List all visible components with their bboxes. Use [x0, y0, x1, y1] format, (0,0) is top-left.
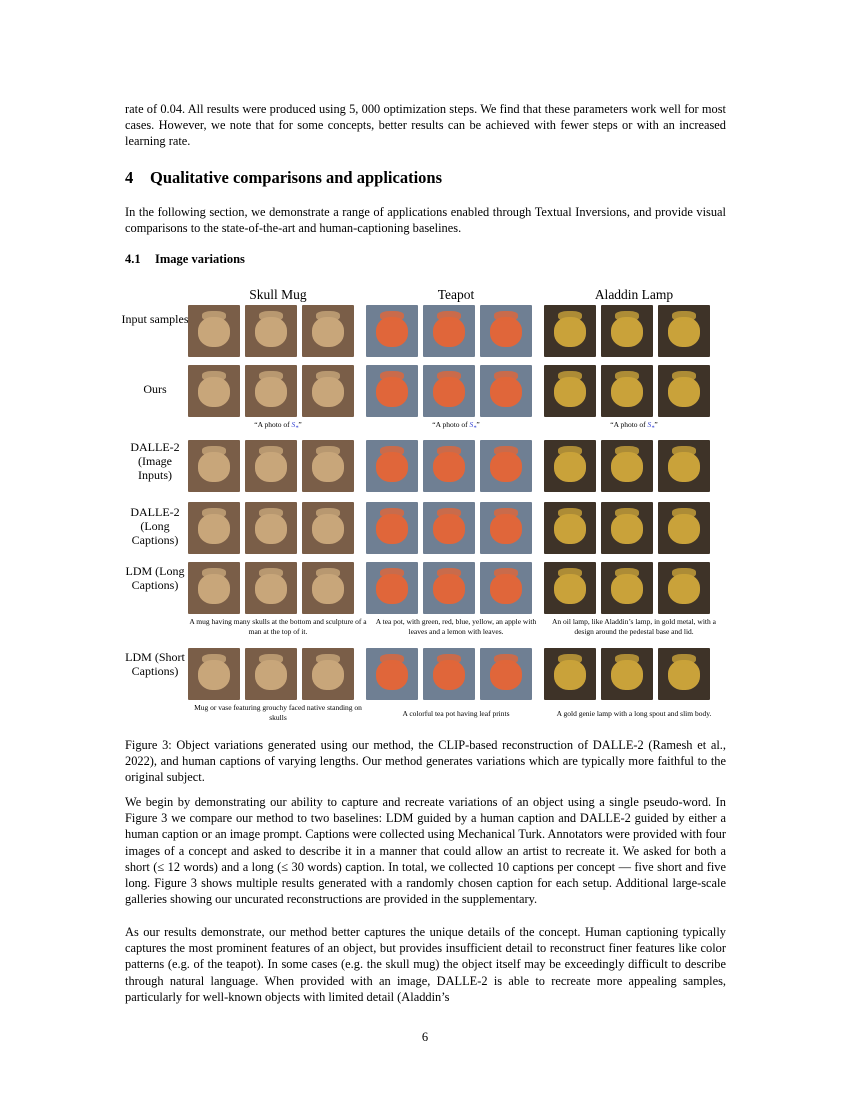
object-lid-shape	[259, 568, 283, 578]
object-shape	[198, 317, 230, 347]
column-title-teapot: Teapot	[437, 287, 475, 302]
object-shape	[611, 660, 643, 690]
object-shape	[668, 317, 700, 347]
object-lid-shape	[259, 311, 283, 321]
object-shape	[376, 574, 408, 604]
object-shape	[255, 452, 287, 482]
object-lid-shape	[259, 371, 283, 381]
thumbnail-teapot-input-2	[423, 305, 475, 357]
object-lid-shape	[316, 446, 340, 456]
object-shape	[554, 377, 586, 407]
object-shape	[312, 377, 344, 407]
object-lid-shape	[259, 508, 283, 518]
thumbnail-skull-mug-dalle2-long-3	[302, 502, 354, 554]
ours-caption-skull-mug: “A photo of $S_*$”	[254, 420, 302, 432]
thumbnail-teapot-dalle2-image-2	[423, 440, 475, 492]
object-shape	[198, 452, 230, 482]
long-caption-teapot: A tea pot, with green, red, blue, yellow, an apple with leaves and a lemon with leaves.	[375, 617, 537, 636]
object-shape	[490, 514, 522, 544]
object-shape	[490, 452, 522, 482]
thumbnail-aladdin-lamp-ldm-long-3	[658, 562, 710, 614]
object-shape	[376, 660, 408, 690]
object-lid-shape	[316, 568, 340, 578]
object-shape	[668, 574, 700, 604]
object-lid-shape	[380, 568, 404, 578]
object-lid-shape	[558, 446, 582, 456]
row-label-dalle2-image-inputs: DALLE-2 (Image Inputs)	[130, 440, 180, 482]
thumbnail-skull-mug-ldm-long-3	[302, 562, 354, 614]
subsection-title: Image variations	[155, 252, 245, 266]
object-lid-shape	[672, 446, 696, 456]
thumbnail-aladdin-lamp-dalle2-long-2	[601, 502, 653, 554]
object-lid-shape	[494, 446, 518, 456]
thumbnail-skull-mug-dalle2-image-1	[188, 440, 240, 492]
thumbnail-aladdin-lamp-input-3	[658, 305, 710, 357]
section-intro: In the following section, we demonstrate a range of applications enabled through Textual Inversions, and provide visual comparisons to the state-of-the-art and human-captioning baselines.	[125, 205, 726, 236]
object-shape	[433, 452, 465, 482]
object-shape	[554, 660, 586, 690]
column-title-skull-mug: Skull Mug	[249, 287, 307, 302]
object-lid-shape	[615, 371, 639, 381]
thumbnail-skull-mug-ldm-short-3	[302, 648, 354, 700]
object-lid-shape	[316, 311, 340, 321]
object-lid-shape	[558, 568, 582, 578]
object-lid-shape	[437, 371, 461, 381]
object-lid-shape	[437, 654, 461, 664]
object-shape	[554, 317, 586, 347]
thumbnail-teapot-input-1	[366, 305, 418, 357]
thumbnail-aladdin-lamp-ldm-long-1	[544, 562, 596, 614]
thumbnail-skull-mug-ldm-short-2	[245, 648, 297, 700]
body-paragraph-2: As our results demonstrate, our method better captures the unique details of the concept. Human captioning typically captures the most prominent features of an object, but provides insufficient detail to reconstruct finer features like color patterns (e.g. of the teapot). In some cases (e.g. the skull mug) the object itself may be exceedingly difficult to describe through natural language. When provided with an image, DALLE-2 is able to recreate more appealing samples, particularly for well-known objects with limited detail (Aladdin’s	[125, 925, 726, 1004]
thumbnail-teapot-ldm-short-2	[423, 648, 475, 700]
object-lid-shape	[202, 508, 226, 518]
object-shape	[255, 574, 287, 604]
short-caption-skull-mug: Mug or vase featuring grouchy faced native standing on skulls	[194, 703, 362, 722]
thumbnail-aladdin-lamp-dalle2-long-3	[658, 502, 710, 554]
object-shape	[312, 317, 344, 347]
object-shape	[433, 660, 465, 690]
object-lid-shape	[202, 446, 226, 456]
thumbnail-teapot-dalle2-long-3	[480, 502, 532, 554]
thumbnail-teapot-input-3	[480, 305, 532, 357]
row-label-ldm-short-captions: LDM (Short Captions)	[125, 650, 185, 678]
object-lid-shape	[437, 568, 461, 578]
subsection-number: 4.1	[125, 252, 141, 266]
object-shape	[312, 574, 344, 604]
object-lid-shape	[494, 654, 518, 664]
object-shape	[312, 514, 344, 544]
object-lid-shape	[672, 654, 696, 664]
thumbnail-teapot-ours-2	[423, 365, 475, 417]
object-lid-shape	[316, 371, 340, 381]
long-caption-aladdin-lamp: An oil lamp, like Aladdin’s lamp, in gold metal, with a design around the pedestal base and lid.	[552, 617, 716, 636]
object-shape	[376, 317, 408, 347]
thumbnail-teapot-ldm-long-1	[366, 562, 418, 614]
object-shape	[198, 574, 230, 604]
object-shape	[198, 514, 230, 544]
object-shape	[668, 514, 700, 544]
object-shape	[376, 514, 408, 544]
object-lid-shape	[615, 654, 639, 664]
object-lid-shape	[316, 508, 340, 518]
object-shape	[490, 377, 522, 407]
thumbnail-aladdin-lamp-ldm-long-2	[601, 562, 653, 614]
object-lid-shape	[259, 654, 283, 664]
object-shape	[376, 452, 408, 482]
object-shape	[312, 452, 344, 482]
object-lid-shape	[494, 508, 518, 518]
object-shape	[554, 574, 586, 604]
thumbnail-skull-mug-dalle2-image-2	[245, 440, 297, 492]
thumbnail-skull-mug-dalle2-long-1	[188, 502, 240, 554]
object-lid-shape	[259, 446, 283, 456]
object-shape	[490, 660, 522, 690]
object-lid-shape	[202, 311, 226, 321]
thumbnail-aladdin-lamp-input-2	[601, 305, 653, 357]
subsection-heading	[125, 252, 245, 267]
object-lid-shape	[380, 446, 404, 456]
object-lid-shape	[437, 311, 461, 321]
object-shape	[433, 574, 465, 604]
thumbnail-aladdin-lamp-ldm-short-2	[601, 648, 653, 700]
object-lid-shape	[558, 508, 582, 518]
object-lid-shape	[202, 568, 226, 578]
object-shape	[490, 317, 522, 347]
top-paragraph: rate of 0.04. All results were produced using 5, 000 optimization steps. We find that these parameters work well for most cases. However, we note that for some concepts, better results can be achieved with fewer steps or with an increased learning rate.	[125, 102, 726, 149]
object-shape	[198, 660, 230, 690]
thumbnail-skull-mug-ldm-short-1	[188, 648, 240, 700]
object-lid-shape	[437, 508, 461, 518]
object-lid-shape	[615, 568, 639, 578]
object-shape	[668, 452, 700, 482]
object-lid-shape	[437, 446, 461, 456]
thumbnail-aladdin-lamp-input-1	[544, 305, 596, 357]
object-lid-shape	[615, 446, 639, 456]
thumbnail-teapot-dalle2-image-3	[480, 440, 532, 492]
thumbnail-teapot-ours-1	[366, 365, 418, 417]
thumbnail-teapot-ldm-long-3	[480, 562, 532, 614]
object-lid-shape	[316, 654, 340, 664]
object-shape	[668, 660, 700, 690]
thumbnail-skull-mug-input-2	[245, 305, 297, 357]
object-lid-shape	[380, 371, 404, 381]
object-shape	[433, 514, 465, 544]
object-lid-shape	[202, 654, 226, 664]
object-lid-shape	[672, 371, 696, 381]
object-shape	[433, 317, 465, 347]
thumbnail-skull-mug-ours-3	[302, 365, 354, 417]
thumbnail-aladdin-lamp-dalle2-image-3	[658, 440, 710, 492]
object-shape	[611, 317, 643, 347]
page-number: 6	[421, 1030, 429, 1044]
object-shape	[611, 514, 643, 544]
object-shape	[376, 377, 408, 407]
object-shape	[490, 574, 522, 604]
section-heading	[125, 168, 442, 188]
thumbnail-teapot-ours-3	[480, 365, 532, 417]
thumbnail-skull-mug-input-1	[188, 305, 240, 357]
object-shape	[611, 574, 643, 604]
object-lid-shape	[380, 508, 404, 518]
ours-caption-teapot: “A photo of $S_*$”	[432, 420, 480, 432]
section-title: Qualitative comparisons and applications	[150, 168, 442, 187]
thumbnail-teapot-ldm-short-3	[480, 648, 532, 700]
object-shape	[198, 377, 230, 407]
thumbnail-teapot-dalle2-long-2	[423, 502, 475, 554]
thumbnail-aladdin-lamp-ours-3	[658, 365, 710, 417]
thumbnail-aladdin-lamp-ours-1	[544, 365, 596, 417]
thumbnail-teapot-ldm-long-2	[423, 562, 475, 614]
object-lid-shape	[558, 311, 582, 321]
object-lid-shape	[558, 371, 582, 381]
ours-caption-aladdin-lamp: “A photo of $S_*$”	[610, 420, 658, 432]
object-lid-shape	[494, 568, 518, 578]
long-caption-skull-mug: A mug having many skulls at the bottom and sculpture of a man at the top of it.	[189, 617, 367, 636]
body-paragraph-1: We begin by demonstrating our ability to capture and recreate variations of an object using a single pseudo-word. In Figure 3 we compare our method to two baselines: LDM guided by a human caption and DALLE-2 guided by either a human caption or an image prompt. Captions were collected using Mechanical Turk. Annotators were provided with four images of a concept and asked to describe it in a manner that could allow an artist to recreate it. We asked for both a short (≤ 12 words) and a long (≤ 30 words) caption. In total, we collected 10 captions per concept — five short and five long. Figure 3 shows multiple results generated with a randomly chosen caption for each setup. Additional large-scale galleries showing our uncurated reconstructions are provided in the supplementary.	[125, 795, 726, 907]
thumbnail-teapot-dalle2-image-1	[366, 440, 418, 492]
short-caption-aladdin-lamp: A gold genie lamp with a long spout and slim body.	[556, 709, 712, 718]
object-lid-shape	[380, 654, 404, 664]
object-shape	[611, 377, 643, 407]
thumbnail-skull-mug-ours-1	[188, 365, 240, 417]
object-shape	[255, 660, 287, 690]
thumbnail-aladdin-lamp-ldm-short-3	[658, 648, 710, 700]
thumbnail-aladdin-lamp-ours-2	[601, 365, 653, 417]
short-caption-teapot: A colorful tea pot having leaf prints	[402, 709, 510, 718]
object-lid-shape	[558, 654, 582, 664]
object-lid-shape	[202, 371, 226, 381]
row-label-dalle2-long-captions: DALLE-2 (Long Captions)	[130, 505, 180, 547]
object-lid-shape	[672, 311, 696, 321]
object-shape	[611, 452, 643, 482]
object-lid-shape	[494, 371, 518, 381]
object-lid-shape	[494, 311, 518, 321]
thumbnail-aladdin-lamp-dalle2-long-1	[544, 502, 596, 554]
object-shape	[255, 317, 287, 347]
object-lid-shape	[672, 508, 696, 518]
object-shape	[312, 660, 344, 690]
object-shape	[668, 377, 700, 407]
row-label-input-samples: Input samples	[121, 312, 189, 326]
thumbnail-skull-mug-dalle2-long-2	[245, 502, 297, 554]
column-title-aladdin-lamp: Aladdin Lamp	[594, 287, 674, 302]
object-lid-shape	[615, 311, 639, 321]
row-label-ldm-long-captions: LDM (Long Captions)	[125, 564, 185, 592]
thumbnail-teapot-dalle2-long-1	[366, 502, 418, 554]
object-shape	[433, 377, 465, 407]
thumbnail-skull-mug-ldm-long-1	[188, 562, 240, 614]
object-shape	[554, 514, 586, 544]
thumbnail-skull-mug-dalle2-image-3	[302, 440, 354, 492]
object-lid-shape	[615, 508, 639, 518]
thumbnail-skull-mug-input-3	[302, 305, 354, 357]
thumbnail-aladdin-lamp-dalle2-image-2	[601, 440, 653, 492]
object-shape	[255, 377, 287, 407]
section-number: 4	[125, 168, 134, 187]
row-label-ours: Ours	[143, 382, 167, 396]
object-shape	[255, 514, 287, 544]
thumbnail-skull-mug-ours-2	[245, 365, 297, 417]
object-shape	[554, 452, 586, 482]
object-lid-shape	[380, 311, 404, 321]
thumbnail-skull-mug-ldm-long-2	[245, 562, 297, 614]
thumbnail-aladdin-lamp-ldm-short-1	[544, 648, 596, 700]
thumbnail-teapot-ldm-short-1	[366, 648, 418, 700]
object-lid-shape	[672, 568, 696, 578]
figure-caption: Figure 3: Object variations generated using our method, the CLIP-based reconstruction of DALLE-2 (Ramesh et al., 2022), and human captions of varying lengths. Our method generates variations which are typically more faithful to the original subject.	[125, 738, 726, 785]
thumbnail-aladdin-lamp-dalle2-image-1	[544, 440, 596, 492]
